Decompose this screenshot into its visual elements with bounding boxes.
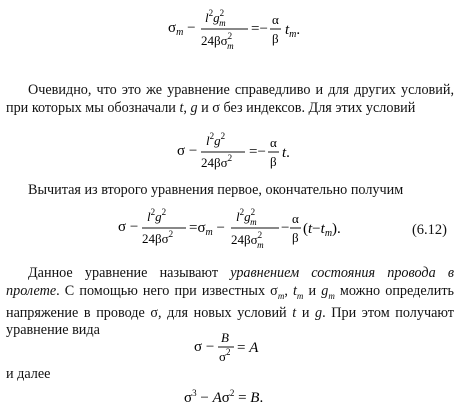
svg-text:24βσ2: $24\beta\sigma^2$ <box>142 229 174 246</box>
p3-text-1: Данное уравнение называют <box>28 265 231 281</box>
svg-text:σ3 − Aσ2 = B.: $\sigma^3 - A\sigma^2 = B$. <box>184 388 264 406</box>
svg-text:α: α <box>270 135 277 150</box>
svg-text:−: − <box>281 220 290 236</box>
svg-text:l2g2: $l^2g^2$ <box>147 207 167 224</box>
svg-text:t.: t. <box>282 145 290 161</box>
svg-text:= A: = A <box>237 340 259 356</box>
svg-text:α: α <box>272 12 279 27</box>
svg-text:=−: =− <box>251 21 268 37</box>
p3-italic-term: уравнением состояния провода в пролете <box>6 265 454 299</box>
paragraph-4: и далее <box>6 366 51 382</box>
equation-2-graphic <box>177 132 297 176</box>
svg-text:24βσ2m: $24\beta\sigma^2$ m <box>231 230 264 250</box>
equation-3-graphic <box>118 207 348 255</box>
svg-text:σm −: $\sigma_m$ − <box>168 20 196 38</box>
svg-text:β: β <box>272 31 279 46</box>
svg-text:=σm −: $=\sigma_m$ − <box>189 220 225 238</box>
svg-text:α: α <box>292 211 299 226</box>
equation-4-graphic <box>194 330 274 370</box>
svg-text:σ −: σ − <box>118 219 139 235</box>
svg-text:σ −: σ − <box>194 339 215 355</box>
svg-text:σ −: σ − <box>177 143 198 159</box>
equation-1 <box>168 8 308 60</box>
equation-5 <box>184 384 294 414</box>
svg-text:=−: =− <box>249 144 266 160</box>
paragraph-2: Вычитая из второго уравнения первое, окончательно получим <box>28 182 404 198</box>
svg-text:l2g2m: $l^2g^2$ m <box>236 207 257 227</box>
svg-text:l2g2: $l^2g^2$ <box>206 131 226 148</box>
equation-1-graphic <box>168 8 308 56</box>
svg-text:β: β <box>270 154 277 169</box>
equation-5-graphic <box>184 384 294 410</box>
svg-text:β: β <box>292 230 299 245</box>
svg-text:σ2: $\sigma^2$ <box>219 347 231 364</box>
svg-text:24βσ2m: $24\beta\sigma^2$ m <box>201 31 234 51</box>
svg-text:tm.: $t_m$. <box>285 22 301 40</box>
equation-2 <box>177 132 297 180</box>
svg-text:(t−tm).: $(t-t_m)$. <box>303 221 341 239</box>
equation-3 <box>118 207 348 259</box>
paragraph-1: Очевидно, что это же уравнение справедливо и для других условий, при которых мы обозначали t, g и σ без индексов. Для этих условий <box>6 82 454 116</box>
equation-number: (6.12) <box>411 222 447 238</box>
paragraph-3: Данное уравнение называют уравнением состояния провода в пролете. С помощью него при известных $\sigma_m$, $t_m$ и $g_m$ можно определить напряжение в проводе σ, для новых условий t и g. При этом получают уравнение вида <box>6 265 455 339</box>
svg-text:B: B <box>221 330 229 345</box>
svg-text:24βσ2: $24\beta\sigma^2$ <box>201 153 233 170</box>
svg-text:l2g2m: $l^2g^2$ m <box>205 8 226 28</box>
